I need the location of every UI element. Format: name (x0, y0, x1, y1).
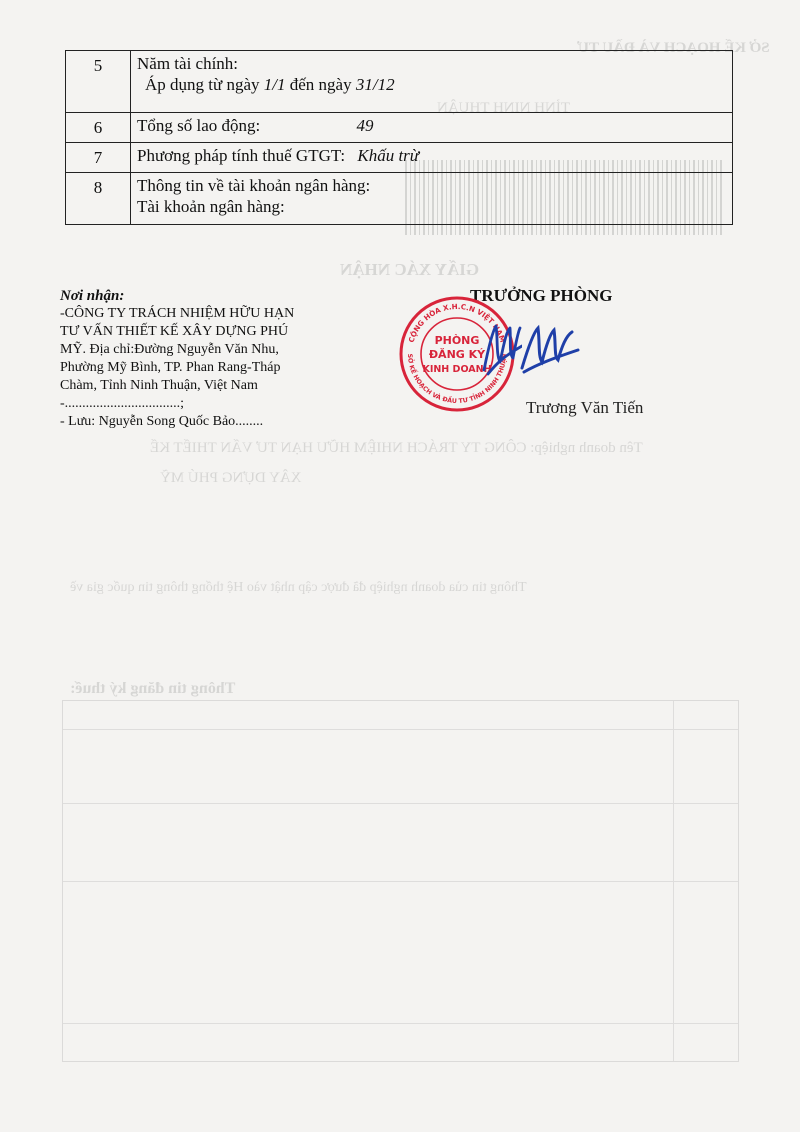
seal-ring-bottom: SỞ KẾ HOẠCH VÀ ĐẦU TƯ TỈNH NINH THUẬN (405, 353, 509, 406)
vat-method-value: Khấu trừ (357, 146, 420, 165)
bleed-text: SỞ KẾ HOẠCH VÀ ĐẦU TƯ (577, 40, 770, 56)
seal-text-2: ĐĂNG KÝ (428, 348, 486, 361)
row-number: 7 (66, 143, 131, 173)
signer-title: TRƯỞNG PHÒNG (470, 286, 613, 305)
row-content (131, 143, 733, 173)
info-table (65, 50, 733, 225)
signer-name: Trương Văn Tiến (526, 398, 644, 417)
seal-text-3: KINH DOANH (422, 364, 492, 375)
seal-text-1: PHÒNG (434, 334, 480, 347)
recipient-line: -CÔNG TY TRÁCH NHIỆM HỮU HẠN (60, 306, 295, 321)
labor-label: Tổng số lao động: (137, 116, 261, 135)
range-prefix: Áp dụng từ ngày (145, 75, 264, 94)
recipient-line: Chàm, Tỉnh Ninh Thuận, Việt Nam (60, 378, 258, 393)
row-content (131, 173, 733, 225)
bleed-text: XÂY DỰNG PHÚ MỸ (160, 470, 302, 486)
fiscal-year-label: Năm tài chính: (137, 54, 239, 73)
row-number: 5 (66, 51, 131, 113)
bank-info-label: Thông tin về tài khoản ngân hàng: (137, 176, 371, 195)
vat-method-label: Phương pháp tính thuế GTGT: (137, 146, 346, 165)
recipients-header: Nơi nhận: (60, 288, 125, 304)
table-row (66, 51, 733, 113)
bleed-text: Thông tin của doanh nghiệp đã được cập nhật vào Hệ thống thông tin quốc gia về (70, 580, 527, 595)
row-content (131, 113, 733, 143)
signature-stroke (520, 318, 580, 378)
row-number: 8 (66, 173, 131, 225)
row-content (131, 51, 733, 113)
recipient-line: - Lưu: Nguyễn Song Quốc Bảo........ (60, 414, 264, 429)
bank-account-label: Tài khoản ngân hàng: (137, 197, 285, 216)
bleed-text: TỈNH NINH THUẬN (436, 100, 570, 116)
labor-value: 49 (356, 116, 374, 135)
bleed-text: GIẤY XÁC NHẬN (340, 260, 480, 279)
range-mid: đến ngày (285, 75, 356, 94)
recipients-block (60, 287, 350, 431)
recipient-line: MỸ. Địa chỉ:Đường Nguyễn Văn Nhu, (60, 342, 279, 357)
row-number: 6 (66, 113, 131, 143)
official-seal (392, 292, 522, 412)
fiscal-year-range (137, 74, 726, 95)
bleed-text: Thông tin đăng ký thuế: (70, 680, 236, 697)
range-from: 1/1 (263, 75, 286, 94)
table-row (66, 113, 733, 143)
seal-ring-top: CỘNG HÒA X.H.C.N VIỆT NAM (406, 301, 508, 344)
bleed-text: Tên doanh nghiệp: CÔNG TY TRÁCH NHIỆM HỮU HẠN TƯ VẤN THIẾT KẾ (150, 440, 643, 456)
recipient-line: TƯ VẤN THIẾT KẾ XÂY DỰNG PHÚ (60, 324, 289, 339)
recipient-line: -.................................; (60, 396, 185, 411)
bleed-table (62, 700, 739, 1062)
range-to: 31/12 (355, 75, 395, 94)
table-row (66, 143, 733, 173)
table-row (66, 173, 733, 225)
recipient-line: Phường Mỹ Bình, TP. Phan Rang-Tháp (60, 360, 281, 375)
